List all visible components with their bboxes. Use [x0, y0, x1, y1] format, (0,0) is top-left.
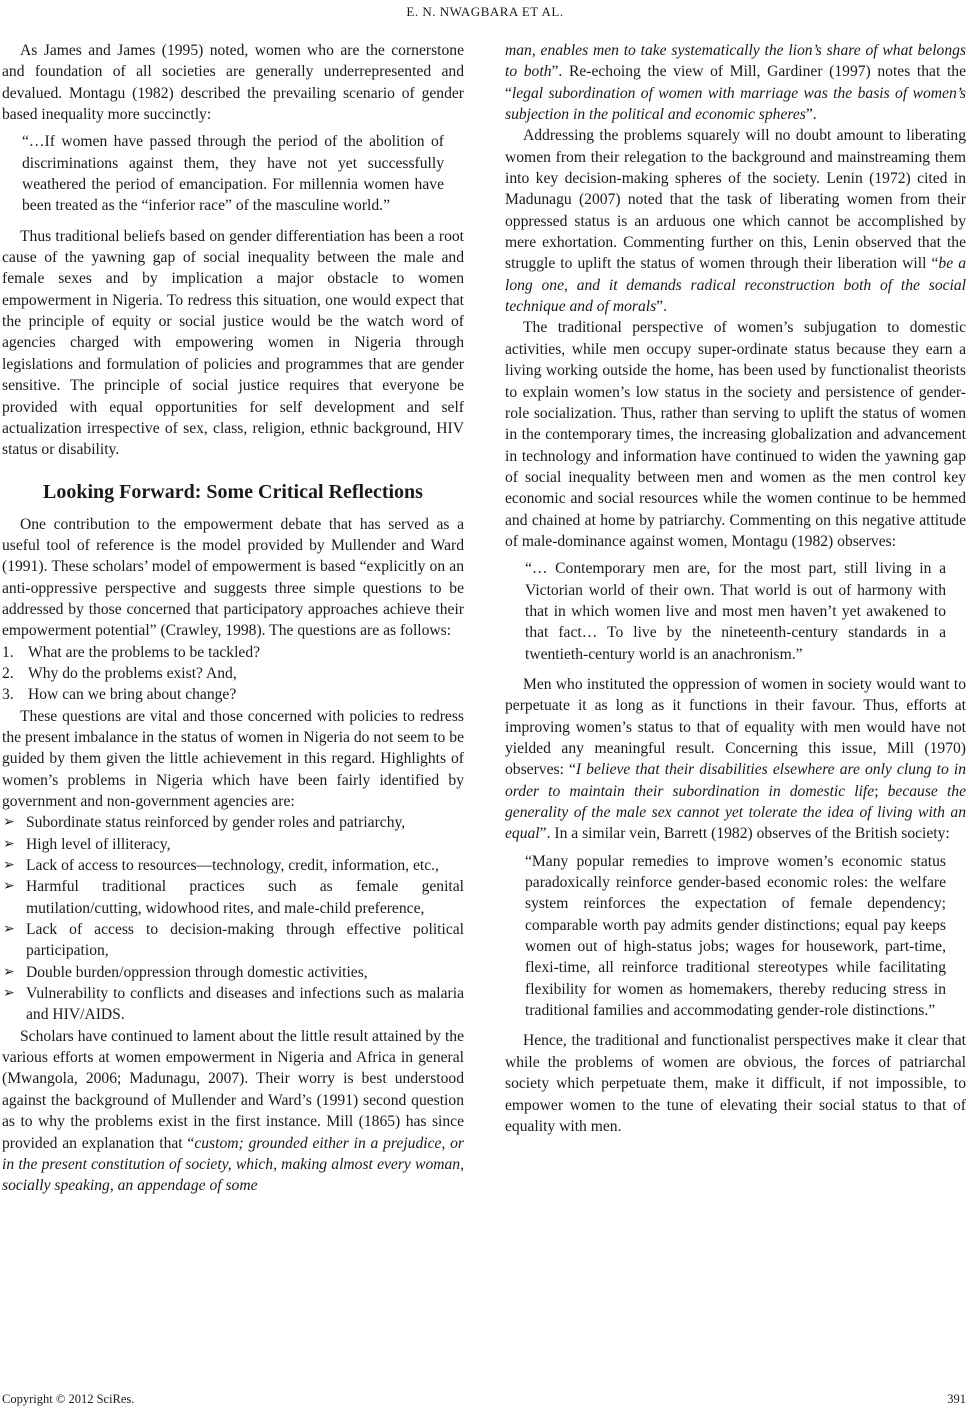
list-item — [2, 855, 464, 876]
mill-continuation-paragraph — [505, 40, 966, 125]
list-item-text: Double burden/oppression through domestic activities, — [26, 963, 368, 981]
paragraph-text: ”. — [656, 298, 667, 316]
list-item — [2, 919, 464, 962]
questions-vital-paragraph: These questions are vital and those concerned with policies to redress the present imbalance in the status of women in Nigeria do not seem to be guided by them given the little achievement in this regard. Highlights of women’s problems in Nigeria which have been fairly identified by government and non-government agencies are: — [2, 707, 464, 810]
paragraph-text: ”. Re-echoing the view of Mill, Gardiner (1997) notes that the “ — [505, 63, 966, 102]
list-item — [2, 684, 464, 705]
list-item-text: Harmful traditional practices such as female genital mutilation/cutting, widowhood rites, and male-child preference, — [26, 878, 464, 917]
conclusion-paragraph: Hence, the traditional and functionalist perspectives make it clear that while the problems of women are obvious, the forces of patriarchal society which perpetuate them, make it difficult, if not impossible, to empower women to the tune of elevating their social status to that of equality with men. — [505, 1032, 966, 1135]
list-number: 1. — [2, 643, 14, 661]
right-column — [505, 40, 966, 1137]
section-heading: Looking Forward: Some Critical Reflections — [43, 480, 423, 503]
paragraph-text: ”. In a similar vein, Barrett (1982) observes of the British society: — [539, 825, 950, 843]
page-number: 391 — [947, 1392, 966, 1406]
list-item-text: Vulnerability to conflicts and diseases and infections such as malaria and HIV/AIDS. — [26, 985, 464, 1024]
intro-paragraph: As James and James (1995) noted, women who are the cornerstone and foundation of all societies are generally underrepresented and devalued. Montagu (1982) described the prevailing scenario of gender based inequality more succinctly: — [2, 42, 464, 124]
questions-list — [2, 642, 464, 706]
montagu-quote-block-2 — [525, 558, 946, 665]
mill-quote-italic: custom; grounded either in a prejudice, or in the present constitution of society, which, making almost every woman, socially speaking, an appendage of some — [2, 1134, 464, 1195]
list-item — [2, 663, 464, 684]
men-instituted-paragraph — [505, 674, 966, 845]
list-item-text: How can we bring about change? — [28, 686, 237, 704]
traditional-perspective-paragraph: The traditional perspective of women’s subjugation to domestic activities, while men occupy super-ordinate status because they earn a living working outside the home, has been used by functionalist theorists to explain women’s low status in the society and persistence of gender-role socialization. Thus, rather than serving to uplift the status of women in the contemporary times, the increasing globalization and advancement in technology and information have continued to widen the yawning gap of social inequality between men and women as the men control key economic and social resources while the women continue to be hemmed and chained at home by patriarchy. Commenting on this negative attitude of male-dominance against women, Montagu (1982) observes: — [505, 319, 966, 550]
paragraph-text: Men who instituted the oppression of women in society would want to perpetuate it as long as it functions in their favour. Thus, efforts at improving women’s status to that of equality with men would have not yielded any meaningful result. Concerning this issue, Mill (1970) observes: “ — [505, 675, 966, 779]
arrow-bullet-icon: ➢ — [3, 986, 15, 1002]
traditional-beliefs-paragraph: Thus traditional beliefs based on gender differentiation has been a root cause of the yawning gap of social inequality between the male and female sexes and by implication a major obstacle to women empowerment in Nigeria. To redress this situation, one would expect that the principle of equity or social justice would be the watch word of agencies charged with empowering women in Nigeria through legislations and formulation of policies and programmes that are gender sensitive. The principle of social justice requires that everyone be provided with equal opportunities for self development and self actualization irrespective of sex, class, religion, ethnic background, HIV status or disability. — [2, 227, 464, 459]
lenin-quote-italic: be a long one, and it demands radical reconstruction both of the social technique and of morals — [505, 255, 966, 316]
list-item — [2, 642, 464, 663]
empowerment-model-paragraph: One contribution to the empowerment debate that has served as a useful tool of reference is the model provided by Mullender and Ward (1991). These scholars’ model of empowerment is based “explicitly on an anti-oppressive perspective and suggests three simple questions to be addressed by those concerned that participatory approaches achieve their empowerment potential” (Crawley, 1998). The questions are as follows: — [2, 515, 464, 640]
paragraph-text: ; — [874, 782, 888, 800]
list-item-text: Subordinate status reinforced by gender roles and patriarchy, — [26, 814, 406, 832]
list-number: 2. — [2, 664, 14, 682]
left-column — [2, 40, 464, 1197]
montagu-quote-block — [22, 131, 444, 216]
addressing-problems-paragraph — [505, 125, 966, 317]
list-number: 3. — [2, 686, 14, 704]
copyright-notice: Copyright © 2012 SciRes. — [2, 1392, 135, 1406]
running-head: E. N. NWAGBARA ET AL. — [406, 4, 564, 19]
arrow-bullet-icon: ➢ — [3, 879, 15, 895]
problems-list — [2, 812, 464, 1025]
list-item-text: What are the problems to be tackled? — [28, 643, 261, 661]
list-item — [2, 812, 464, 833]
list-item — [2, 962, 464, 983]
mill-1970-quote-italic-2: because the generality of the male sex cannot yet tolerate the idea of living with an equal — [505, 782, 966, 843]
paragraph-text: ”. — [805, 106, 817, 124]
list-item-text: Lack of access to decision-making through effective political participation, — [26, 921, 464, 960]
list-item — [2, 876, 464, 919]
arrow-bullet-icon: ➢ — [3, 858, 15, 874]
montagu-quote-text: “…If women have passed through the period of the abolition of discriminations against them, they have not yet successfully weathered the period of emancipation. For millennia women have been treated as the “inferior race” of the masculine world.” — [22, 133, 444, 215]
arrow-bullet-icon: ➢ — [3, 836, 15, 852]
list-item — [2, 834, 464, 855]
list-item-text: Lack of access to resources—technology, credit, information, etc., — [26, 857, 439, 875]
list-item — [2, 983, 464, 1026]
arrow-bullet-icon: ➢ — [3, 922, 15, 938]
barrett-quote-text: “Many popular remedies to improve women’s economic status paradoxically reinforce gender-based economic roles: the welfare system reinforces the expectation of female dependency; comparable worth pay admits gender distinctions; equal pay keeps women out of high-status jobs; wages for housework, part-time, flexi-time, all reinforce traditional stereotypes while facilitating flexibility for women as homemakers, thereby reducing stress in traditional families and accommodating gender-role distinctions.” — [525, 852, 946, 1020]
barrett-quote-block — [525, 851, 946, 1022]
arrow-bullet-icon: ➢ — [3, 815, 15, 831]
mill-1970-quote-italic: I believe that their disabilities elsewhere are only clung to in order to maintain their subordination in domestic life — [505, 761, 966, 800]
paragraph-text: Scholars have continued to lament about the little result attained by the various efforts at women empowerment in Nigeria and Africa in general (Mwangola, 2006; Madunagu, 2007). Their worry is best understood against the background of Mullender and Ward’s (1991) second question as to why the problems exist in the first instance. Mill (1865) has since provided an explanation that “ — [2, 1027, 464, 1152]
arrow-bullet-icon: ➢ — [3, 964, 15, 980]
gardiner-quote-italic: legal subordination of women with marriage was the basis of women’s subjection in the political and economic spheres — [505, 84, 966, 124]
list-item-text: High level of illiteracy, — [26, 835, 171, 853]
list-item-text: Why do the problems exist? And, — [28, 664, 237, 682]
scholars-lament-paragraph — [2, 1026, 464, 1197]
mill-quote-italic: man, enables men to take systematically the lion’s share of what belongs to both — [505, 42, 966, 81]
montagu-quote-text-2: “… Contemporary men are, for the most part, still living in a Victorian world of their own. That world is out of harmony with that in which women live and most men haven’t yet awakened to that fact… To live by the nineteenth-century standards in a twentieth-century world is an anachronism.” — [525, 560, 946, 663]
paragraph-text: Addressing the problems squarely will no doubt amount to liberating women from their relegation to the background and mainstreaming them into key decision-making spheres of the society. Lenin (1972) cited in Madunagu (2007) noted that the task of liberating women from their oppressed status is an arduous one which cannot be accomplished by mere exhortation. Commenting further on this, Lenin observed that the struggle to uplift the status of women through their liberation will “ — [505, 127, 966, 273]
